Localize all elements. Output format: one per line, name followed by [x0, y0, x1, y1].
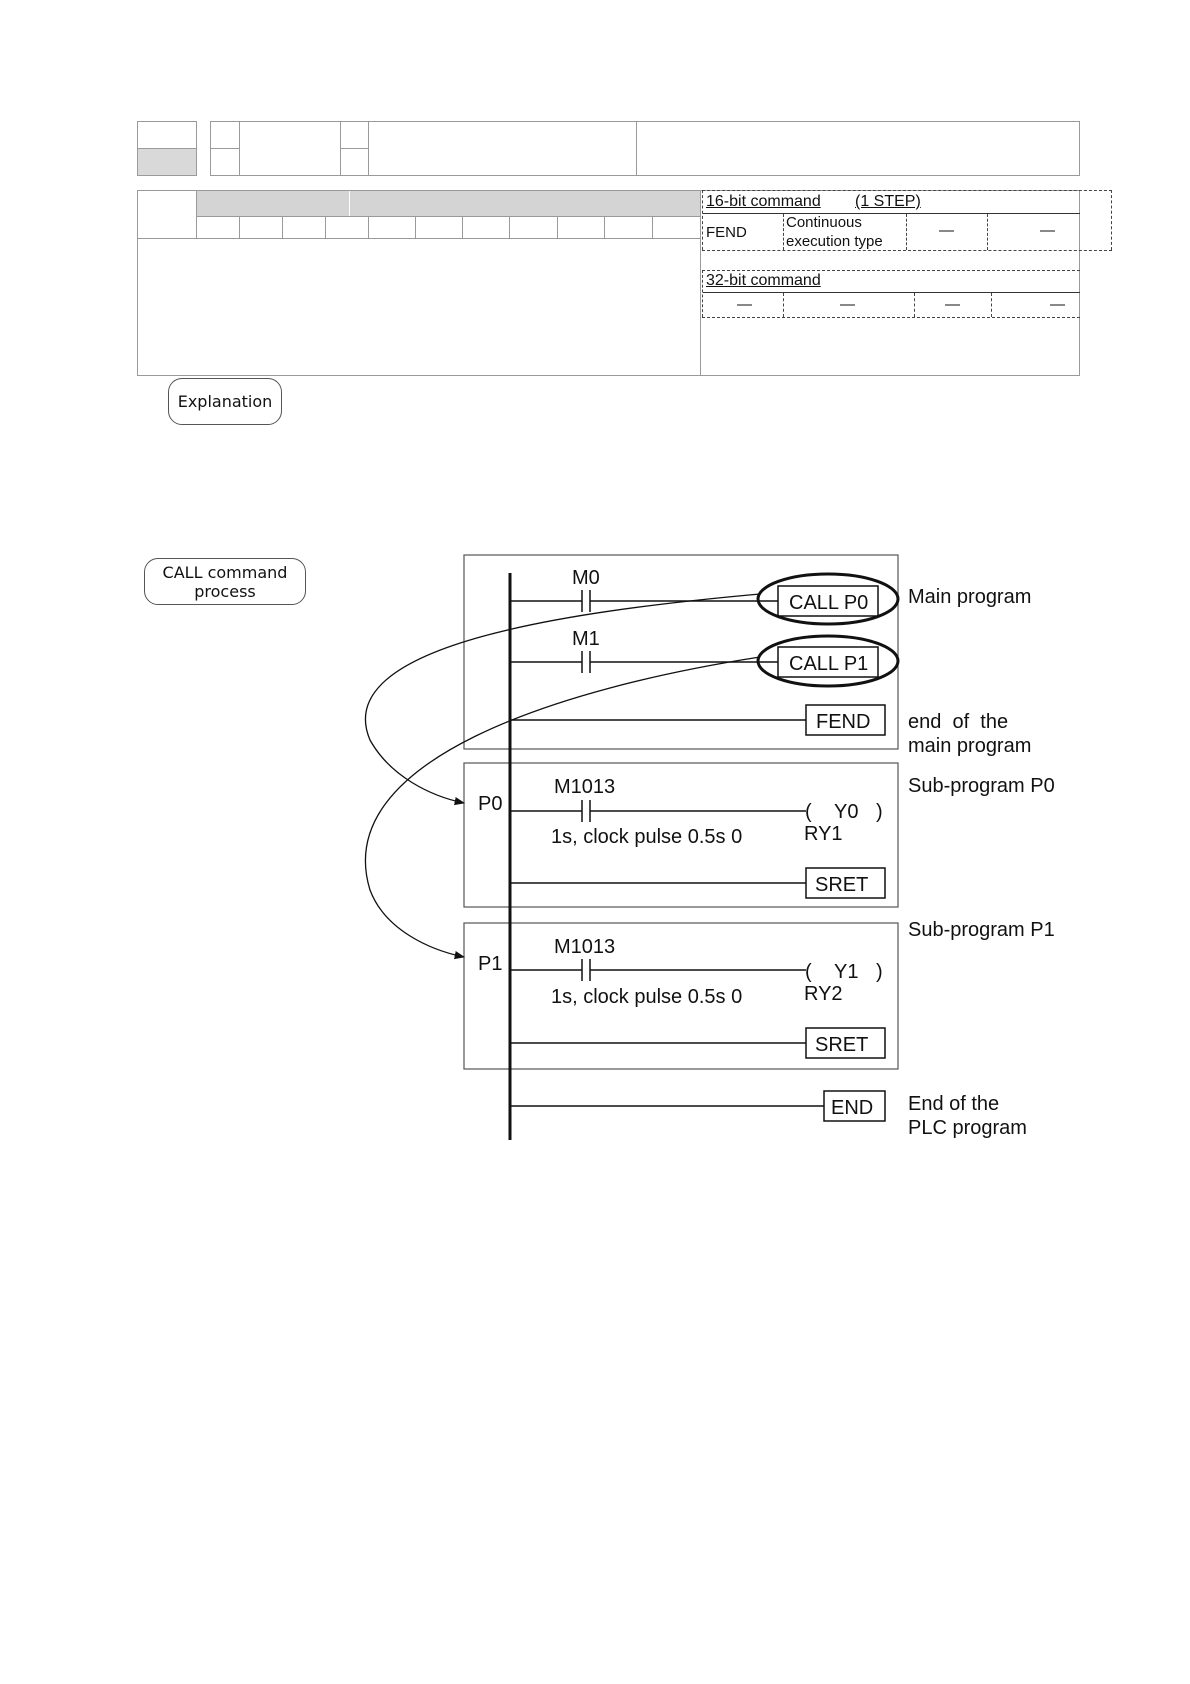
annotation-sub-p0: Sub-program P0 [908, 775, 1055, 797]
annotation-end-plc-2: PLC program [908, 1117, 1027, 1139]
coil-open: ( [805, 961, 812, 983]
call-process-line2: process [194, 582, 256, 601]
clock-note-p1: 1s, clock pulse 0.5s 0 [551, 986, 743, 1008]
cmd32-label: 32-bit command [706, 272, 821, 289]
cmd16-steps: (1 STEP) [855, 193, 921, 210]
annotation-main-program: Main program [908, 586, 1032, 608]
contact-m0: M0 [572, 567, 600, 589]
call-process-line1: CALL command [162, 563, 288, 582]
cmd32-dash: — [1050, 296, 1065, 313]
coil-close: ) [876, 801, 883, 823]
coil-open: ( [805, 801, 812, 823]
annotation-end-plc-1: End of the [908, 1093, 1000, 1115]
cmd32-dash: — [945, 296, 960, 313]
end-instruction: END [831, 1097, 874, 1119]
pointer-p1: P1 [478, 953, 503, 975]
annotation-end-main-1: end of the [908, 711, 1009, 733]
contact-m1013-p0: M1013 [554, 776, 616, 798]
clock-note-p0: 1s, clock pulse 0.5s 0 [551, 826, 743, 848]
coil-y0: Y0 [834, 801, 859, 823]
pointer-p0: P0 [478, 793, 503, 815]
contact-m1013-p1: M1013 [554, 936, 616, 958]
sret-p0: SRET [815, 874, 869, 896]
call-p1-label: CALL P1 [789, 653, 869, 675]
cmd16-dash: — [1040, 222, 1055, 239]
call-p0-label: CALL P0 [789, 592, 869, 614]
contact-m1: M1 [572, 628, 600, 650]
exec-type-line1: Continuous [786, 214, 862, 231]
explanation-badge: Explanation [168, 378, 282, 425]
call-p0-flow-arrow [365, 594, 760, 803]
coil-close: ) [876, 961, 883, 983]
relay-ry1: RY1 [804, 823, 843, 845]
fend-label: FEND [706, 224, 747, 241]
cmd16-label: 16-bit command [706, 193, 821, 210]
cmd32-dash: — [737, 296, 752, 313]
exec-type-line2: execution type [786, 233, 883, 250]
sret-p1: SRET [815, 1034, 869, 1056]
annotation-end-main-2: main program [908, 735, 1032, 757]
relay-ry2: RY2 [804, 983, 843, 1005]
fend-instruction: FEND [816, 711, 871, 733]
annotation-sub-p1: Sub-program P1 [908, 919, 1055, 941]
call-p1-flow-arrow [365, 657, 760, 957]
coil-y1: Y1 [834, 961, 859, 983]
cmd16-dash: — [939, 222, 954, 239]
cmd32-dash: — [840, 296, 855, 313]
